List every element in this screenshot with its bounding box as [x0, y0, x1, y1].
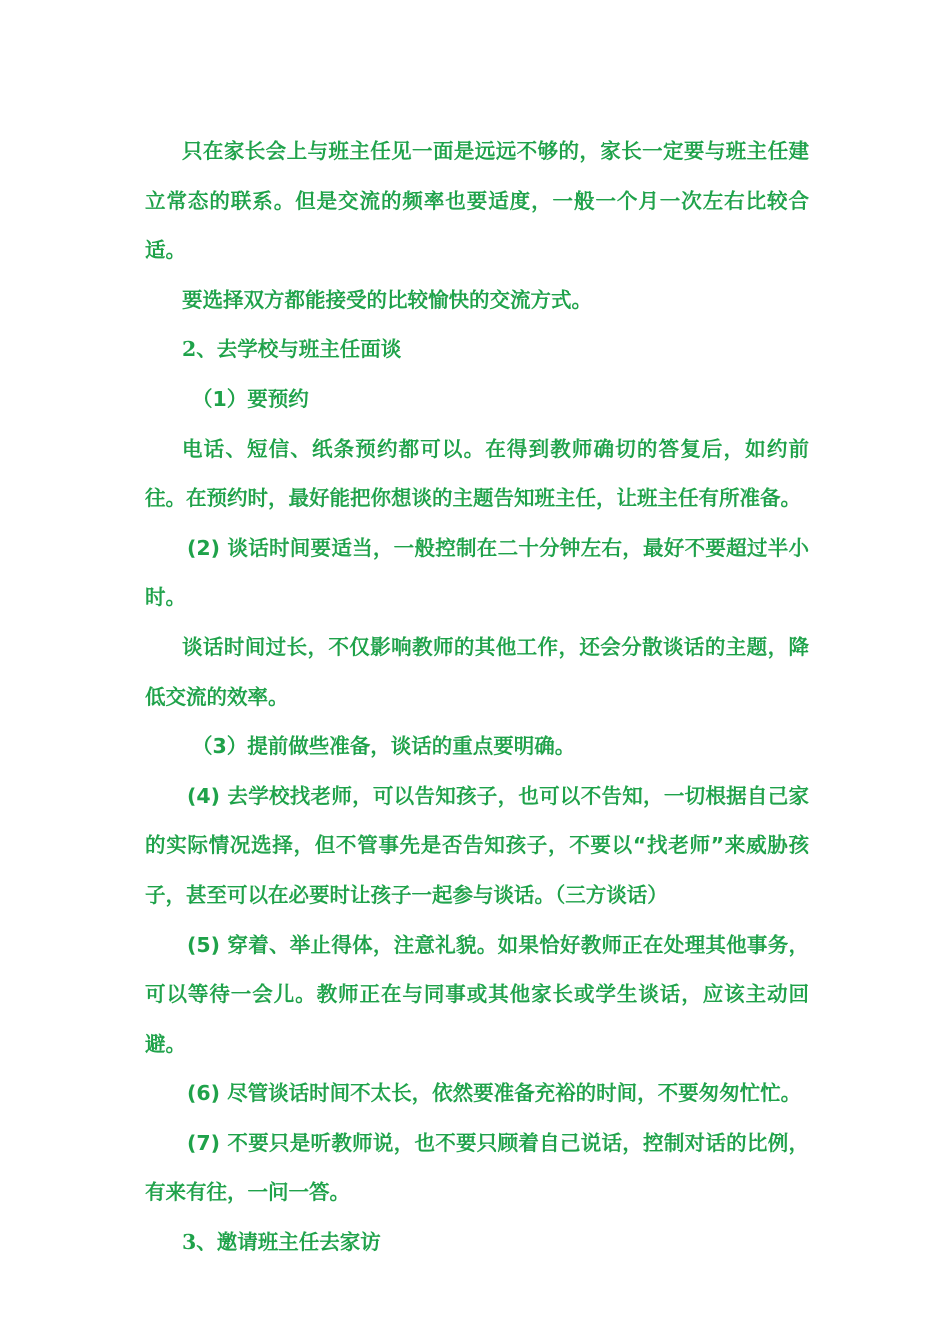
document-body [145, 127, 809, 1268]
paragraph-regular-contact: 只在家长会上与班主任见一面是远远不够的，家长一定要与班主任建立常态的联系。但是交流的频率也要适度，一般一个月一次左右比较合适。 [145, 139, 809, 263]
paragraph-appointment-details: 电话、短信、纸条预约都可以。在得到教师确切的答复后，如约前往。在预约时，最好能把你想谈的主题告知班主任，让班主任有所准备。 [145, 436, 809, 511]
paragraph-long-conversation: 谈话时间过长，不仅影响教师的其他工作，还会分散谈话的主题，降低交流的效率。 [145, 634, 809, 709]
item-conversation-time: (2) 谈话时间要适当，一般控制在二十分钟左右，最好不要超过半小时。 [145, 535, 809, 610]
item-preparation: （3）提前做些准备，谈话的重点要明确。 [192, 734, 576, 759]
item-inform-child: (4) 去学校找老师，可以告知孩子，也可以不告知，一切根据自己家的实际情况选择，但不管事先是否告知孩子，不要以“找老师”来威胁孩子，甚至可以在必要时让孩子一起参与谈话。（三方谈话） [145, 783, 809, 907]
heading-visit-school: 2、去学校与班主任面谈 [182, 337, 402, 362]
heading-home-visit: 3、邀请班主任去家访 [182, 1230, 381, 1255]
item-manners: (5) 穿着、举止得体，注意礼貌。如果恰好教师正在处理其他事务，可以等待一会儿。教师正在与同事或其他家长或学生谈话，应该主动回避。 [145, 932, 809, 1056]
subheading-appointment: （1）要预约 [192, 386, 309, 411]
paragraph-communication-method: 要选择双方都能接受的比较愉快的交流方式。 [182, 287, 592, 312]
item-dialogue-balance: (7) 不要只是听教师说，也不要只顾着自己说话，控制对话的比例，有来有往，一问一答。 [145, 1130, 809, 1205]
item-enough-time: (6) 尽管谈话时间不太长，依然要准备充裕的时间，不要匆匆忙忙。 [187, 1081, 802, 1106]
